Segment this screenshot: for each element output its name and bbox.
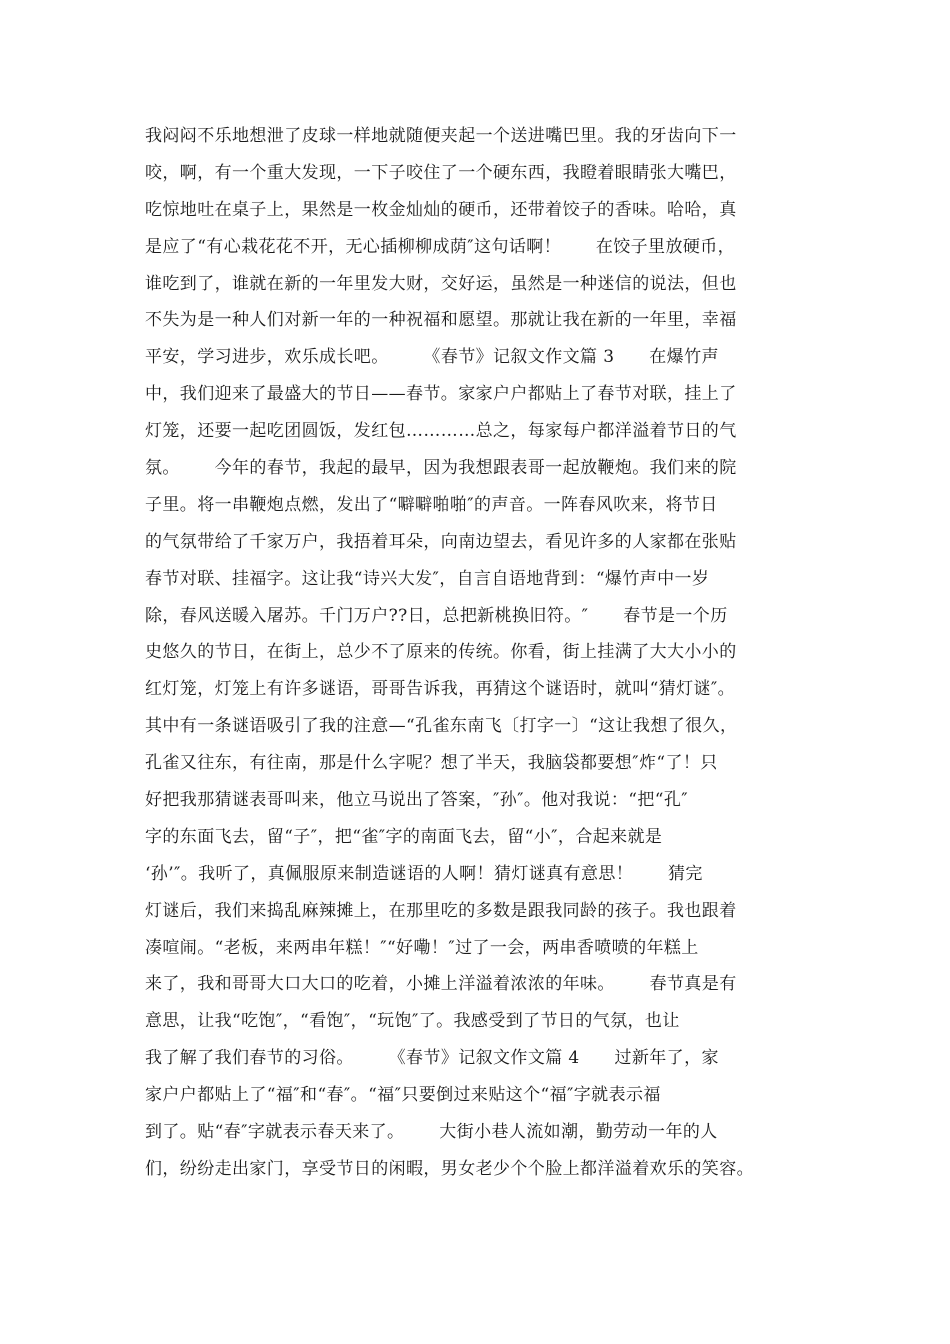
text-line: 灯谜后，我们来捣乱麻辣摊上，在那里吃的多数是跟我同龄的孩子。我也跟着 xyxy=(145,900,737,921)
text-line: 史悠久的节日，在街上，总少不了原来的传统。你看，街上挂满了大大小小的 xyxy=(145,642,737,663)
text-line: 除，春风送暖入屠苏。千门万户??日，总把新桃换旧符。″ 春节是一个历 xyxy=(145,605,728,626)
text-line: 氛。 今年的春节，我起的最早，因为我想跟表哥一起放鞭炮。我们来的院 xyxy=(145,458,737,479)
text-line: 不失为是一种人们对新一年的一种祝福和愿望。那就让我在新的一年里，幸福 xyxy=(145,310,737,331)
text-line: 来了，我和哥哥大口大口的吃着，小摊上洋溢着浓浓的年味。 春节真是有 xyxy=(145,974,737,995)
text-line: 中，我们迎来了最盛大的节日——春节。家家户户都贴上了春节对联，挂上了 xyxy=(145,384,737,405)
text-line: 意思，让我“吃饱″，“看饱″，“玩饱″了。我感受到了节日的气氛，也让 xyxy=(145,1011,680,1032)
text-line: 谁吃到了，谁就在新的一年里发大财，交好运，虽然是一种迷信的说法，但也 xyxy=(145,273,737,294)
text-line: 到了。贴“春″字就表示春天来了。 大街小巷人流如潮，勤劳动一年的人 xyxy=(145,1122,718,1143)
text-line: 们，纷纷走出家门，享受节日的闲暇，男女老少个个脸上都洋溢着欢乐的笑容。 xyxy=(145,1158,754,1179)
text-line: 红灯笼，灯笼上有许多谜语，哥哥告诉我，再猜这个谜语时，就叫“猜灯谜″。 xyxy=(145,679,736,700)
text-line: 其中有一条谜语吸引了我的注意—“孔雀东南飞〔打字一〕“这让我想了很久， xyxy=(145,716,738,737)
text-line: 我了解了我们春节的习俗。 《春节》记叙文作文篇 4 过新年了，家 xyxy=(145,1048,719,1069)
text-line: 好把我那猜谜表哥叫来，他立马说出了答案，″孙″。他对我说：“把“孔″ xyxy=(145,790,689,811)
text-line: 孔雀又往东，有往南，那是什么字呢？想了半天，我脑袋都要想″炸“了！只 xyxy=(145,753,718,774)
text-line: 吃惊地吐在桌子上，果然是一枚金灿灿的硬币，还带着饺子的香味。哈哈，真 xyxy=(145,199,737,220)
text-line: 我闷闷不乐地想泄了皮球一样地就随便夹起一个送进嘴巴里。我的牙齿向下一 xyxy=(145,126,737,146)
text-line: 春节对联、挂福字。这让我“诗兴大发″，自言自语地背到：“爆竹声中一岁 xyxy=(145,568,710,589)
text-line: 平安，学习进步，欢乐成长吧。 《春节》记叙文作文篇 3 在爆竹声 xyxy=(145,347,719,368)
text-line: 字的东面飞去，留“子″，把“雀″字的南面飞去，留“小″，合起来就是 xyxy=(145,826,663,847)
text-line: 凑喧闹。“老板，来两串年糕！″“好嘞！″过了一会，两串香喷喷的年糕上 xyxy=(145,937,699,958)
text-line: 灯笼，还要一起吃团圆饭，发红包…………总之，每家每户都洋溢着节日的气 xyxy=(145,421,737,442)
text-line: 家户户都贴上了“福″和“春″。“福″只要倒过来贴这个“福″字就表示福 xyxy=(145,1085,661,1106)
body-text xyxy=(145,118,825,1188)
text-line: 咬，啊，有一个重大发现，一下子咬住了一个硬东西，我瞪着眼睛张大嘴巴， xyxy=(145,162,737,183)
text-line: 是应了“有心栽花花不开，无心插柳柳成荫″这句话啊！ 在饺子里放硬币， xyxy=(145,236,736,257)
text-line: ‘孙’″。我听了，真佩服原来制造谜语的人啊！猜灯谜真有意思！ 猜完 xyxy=(145,863,703,884)
text-line: 子里。将一串鞭炮点燃，发出了“噼噼啪啪″的声音。一阵春风吹来，将节日 xyxy=(145,494,718,515)
text-line: 的气氛带给了千家万户，我捂着耳朵，向南边望去，看见许多的人家都在张贴 xyxy=(145,531,737,552)
